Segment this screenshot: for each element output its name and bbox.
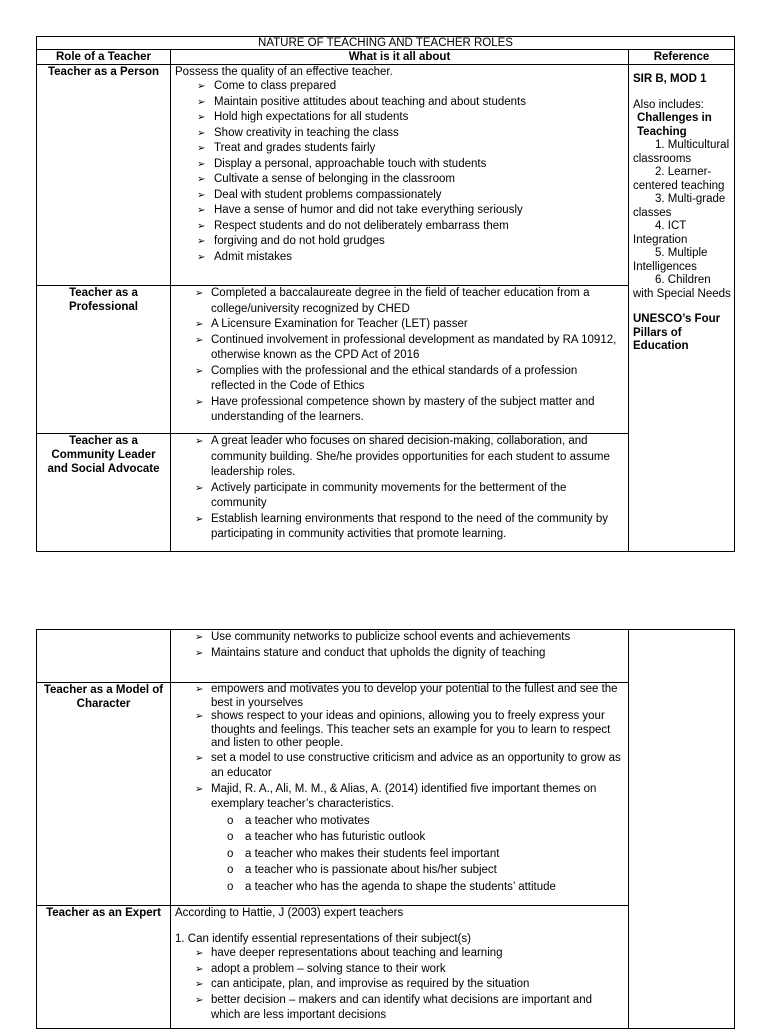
- challenge-item: 3. Multi-grade classes: [633, 193, 726, 219]
- list-item: ➢ Establish learning environments that respond to the need of the community by participating in community activities that promote learning.: [175, 512, 624, 543]
- header-about: What is it all about: [171, 50, 629, 65]
- themes-list: [175, 813, 624, 896]
- list-item: o a teacher who has the agenda to shape the students’ attitude: [175, 879, 624, 896]
- challenge-item: 5. Multiple Intelligences: [633, 247, 708, 273]
- list-item: ➢ forgiving and do not hold grudges: [175, 234, 624, 250]
- challenge-item: 2. Learner-centered teaching: [633, 166, 725, 192]
- list-item: o a teacher who has futuristic outlook: [175, 829, 624, 846]
- list-item: ➢ better decision – makers and can identify what decisions are important and which are less important decisions: [175, 993, 624, 1024]
- role-community: Teacher as a Community Leader and Social Advocate: [37, 434, 171, 552]
- list-item: ➢ Deal with student problems compassionately: [175, 188, 624, 204]
- about-community: [171, 434, 629, 552]
- reference-unesco: UNESCO’s Four Pillars of Education: [633, 313, 721, 352]
- about-expert: [171, 906, 629, 1029]
- community-list: [175, 434, 624, 543]
- list-item: ➢ Use community networks to publicize school events and achievements: [175, 630, 624, 646]
- list-item: ➢ Treat and grades students fairly: [175, 141, 624, 157]
- list-item: ➢ Respect students and do not deliberately embarrass them: [175, 219, 624, 235]
- about-continued: [171, 630, 629, 683]
- list-item: ➢ Have a sense of humor and did not take everything seriously: [175, 203, 624, 219]
- about-professional: [171, 286, 629, 434]
- list-item: o a teacher who is passionate about his/her subject: [175, 862, 624, 879]
- model-list: [175, 683, 624, 813]
- header-role: Role of a Teacher: [37, 50, 171, 65]
- challenge-item: 4. ICT Integration: [633, 220, 688, 246]
- person-intro: Possess the quality of an effective teacher.: [175, 66, 393, 78]
- list-item: ➢ adopt a problem – solving stance to their work: [175, 962, 624, 978]
- list-item: o a teacher who makes their students feel important: [175, 846, 624, 863]
- expert-intro: According to Hattie, J (2003) expert teachers: [175, 907, 404, 919]
- challenge-item: 6. Children with Special Needs: [633, 274, 731, 300]
- list-item: ➢ can anticipate, plan, and improvise as required by the situation: [175, 977, 624, 993]
- challenge-item: 1. Multicultural classrooms: [633, 139, 730, 165]
- role-person: Teacher as a Person: [37, 65, 171, 286]
- header-reference: Reference: [629, 50, 735, 65]
- list-item: ➢ Maintain positive attitudes about teaching and about students: [175, 95, 624, 111]
- about-model: [171, 683, 629, 906]
- list-item: ➢ A Licensure Examination for Teacher (LET) passer: [175, 317, 624, 333]
- expert-list: [175, 946, 624, 1024]
- list-item: ➢ set a model to use constructive criticism and advice as an opportunity to grow as an educator: [175, 751, 624, 782]
- list-item: ➢ Majid, R. A., Ali, M. M., & Alias, A. (2014) identified five important themes on exemplary teacher’s characteristics.: [175, 782, 624, 813]
- list-item: ➢ Admit mistakes: [175, 250, 624, 266]
- professional-list: [175, 286, 624, 426]
- list-item: ➢ Maintains stature and conduct that upholds the dignity of teaching: [175, 646, 624, 662]
- list-item: ➢ Show creativity in teaching the class: [175, 126, 624, 142]
- list-item: ➢ Complies with the professional and the ethical standards of a profession reflected in the Code of Ethics: [175, 364, 624, 395]
- reference-cell-2: [629, 630, 735, 1029]
- challenges-title: Challenges in Teaching: [637, 112, 712, 138]
- list-item: ➢ Display a personal, approachable touch with students: [175, 157, 624, 173]
- reference-main: SIR B, MOD 1: [633, 73, 707, 85]
- list-item: ➢ Come to class prepared: [175, 79, 624, 95]
- list-item: ➢ Cultivate a sense of belonging in the classroom: [175, 172, 624, 188]
- about-person: [171, 65, 629, 286]
- list-item: ➢ Continued involvement in professional development as mandated by RA 10912, otherwise known as the CPD Act of 2016: [175, 333, 624, 364]
- list-item: ➢ have deeper representations about teaching and learning: [175, 946, 624, 962]
- role-model: Teacher as a Model of Character: [37, 683, 171, 906]
- continued-role-cell: [37, 630, 171, 683]
- list-item: ➢ A great leader who focuses on shared decision-making, collaboration, and community building. She/he provides opportunities for each student to assume leadership roles.: [175, 434, 624, 481]
- table-title: NATURE OF TEACHING AND TEACHER ROLES: [37, 37, 735, 50]
- list-item: ➢ shows respect to your ideas and opinions, allowing you to freely express your thoughts and feelings. This teacher sets an example for you to learn to respect and listen to other people.: [175, 710, 624, 751]
- list-item: ➢ empowers and motivates you to develop your potential to the fullest and see the best in yourselves: [175, 683, 624, 710]
- expert-point-1: 1. Can identify essential representations of their subject(s): [175, 933, 471, 945]
- reference-cell: [629, 65, 735, 552]
- list-item: ➢ Completed a baccalaureate degree in the field of teacher education from a college/university recognized by CHED: [175, 286, 624, 317]
- list-item: o a teacher who motivates: [175, 813, 624, 830]
- reference-also: Also includes:: [633, 98, 704, 111]
- list-item: ➢ Actively participate in community movements for the betterment of the community: [175, 481, 624, 512]
- role-professional: Teacher as a Professional: [37, 286, 171, 434]
- role-expert: Teacher as an Expert: [37, 906, 171, 1029]
- roles-table-1: [36, 36, 735, 552]
- roles-table-2: [36, 629, 735, 1029]
- list-item: ➢ Have professional competence shown by mastery of the subject matter and understanding of the learners.: [175, 395, 624, 426]
- person-list: [175, 79, 624, 265]
- continued-list: [175, 630, 624, 661]
- list-item: ➢ Hold high expectations for all students: [175, 110, 624, 126]
